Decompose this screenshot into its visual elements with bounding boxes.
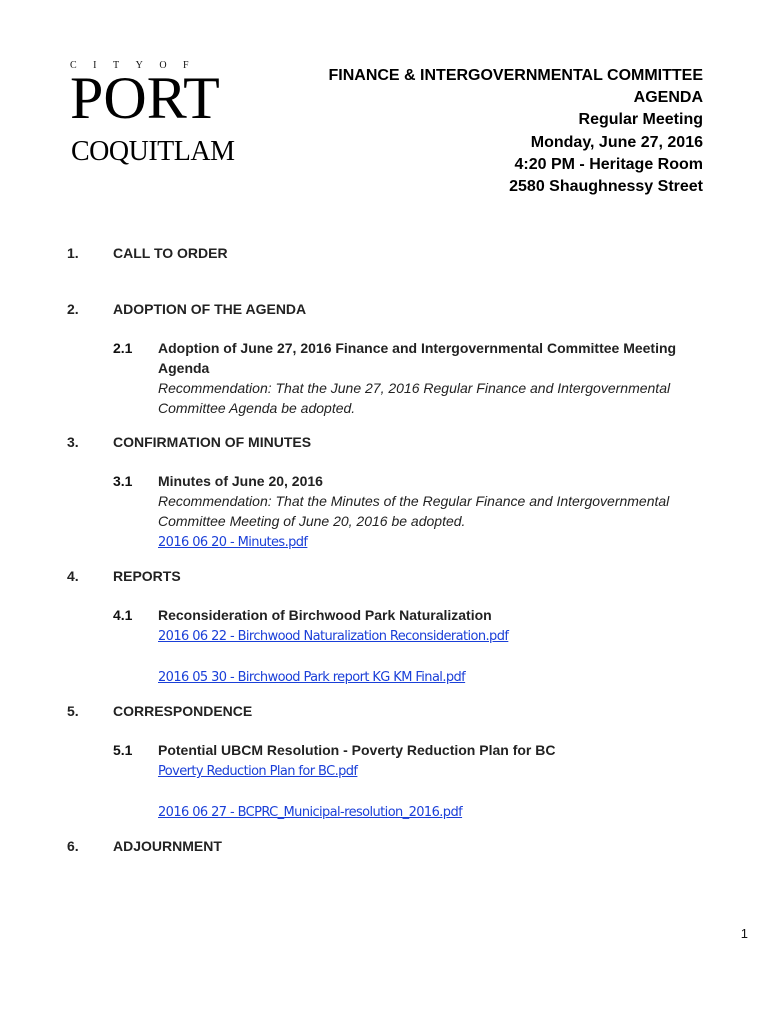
subitem-title: Potential UBCM Resolution - Poverty Reduction Plan for BC xyxy=(158,742,556,758)
logo-port-p: P xyxy=(70,65,104,131)
recommendation-text: Recommendation: That the June 27, 2016 Regular Finance and Intergovernmental Committee Agenda be adopted. xyxy=(158,380,671,416)
item-title: REPORTS xyxy=(113,568,181,584)
meeting-type: Regular Meeting xyxy=(578,111,703,129)
item-number: 5. xyxy=(67,703,79,719)
logo-port-o: O xyxy=(103,65,147,131)
subitem-title: Reconsideration of Birchwood Park Naturalization xyxy=(158,607,492,623)
item-title: CONFIRMATION OF MINUTES xyxy=(113,434,312,450)
subitem-title: Minutes of June 20, 2016 xyxy=(158,473,323,489)
document-type: AGENDA xyxy=(633,89,703,107)
item-number: 4. xyxy=(67,568,79,584)
birchwood-report-pdf-link[interactable]: 2016 05 30 - Birchwood Park report KG KM Final.pdf xyxy=(158,670,466,685)
poverty-plan-pdf-link[interactable]: Poverty Reduction Plan for BC.pdf xyxy=(158,764,358,779)
subitem-number: 3.1 xyxy=(113,473,133,489)
meeting-date: Monday, June 27, 2016 xyxy=(530,133,703,151)
logo-coquitlam-text: COQUITLAM xyxy=(71,136,235,167)
item-title: ADJOURNMENT xyxy=(113,838,222,854)
meeting-time-location: 4:20 PM - Heritage Room xyxy=(514,155,703,173)
birchwood-reconsideration-pdf-link[interactable]: 2016 06 22 - Birchwood Naturalization Reconsideration.pdf xyxy=(158,629,509,644)
bcprc-resolution-pdf-link[interactable]: 2016 06 27 - BCPRC_Municipal-resolution_2016.pdf xyxy=(158,805,463,820)
subitem-number: 4.1 xyxy=(113,607,133,623)
agenda-header xyxy=(328,65,703,198)
item-number: 2. xyxy=(67,301,79,317)
subitem-number: 2.1 xyxy=(113,340,133,356)
meeting-address: 2580 Shaughnessy Street xyxy=(509,178,703,196)
item-number: 6. xyxy=(67,838,79,854)
committee-title: FINANCE & INTERGOVERNMENTAL COMMITTEE xyxy=(328,67,703,84)
item-number: 3. xyxy=(67,434,79,450)
item-title: ADOPTION OF THE AGENDA xyxy=(113,301,307,317)
logo-port-rt: RT xyxy=(146,65,220,131)
subitem-number: 5.1 xyxy=(113,742,133,758)
logo-port-text xyxy=(70,66,220,130)
page-number: 1 xyxy=(740,926,748,941)
item-title: CORRESPONDENCE xyxy=(113,703,253,719)
city-logo xyxy=(70,60,246,170)
recommendation-text: Recommendation: That the Minutes of the Regular Finance and Intergovernmental Committee Meeting of June 20, 2016 be adopted. xyxy=(158,493,670,529)
subitem-title: Adoption of June 27, 2016 Finance and Intergovernmental Committee Meeting Agenda xyxy=(158,340,677,376)
logo-city-of-text: CITYOF xyxy=(70,60,206,71)
item-title: CALL TO ORDER xyxy=(113,245,228,261)
minutes-pdf-link[interactable]: 2016 06 20 - Minutes.pdf xyxy=(158,535,308,550)
item-number: 1. xyxy=(67,245,79,261)
